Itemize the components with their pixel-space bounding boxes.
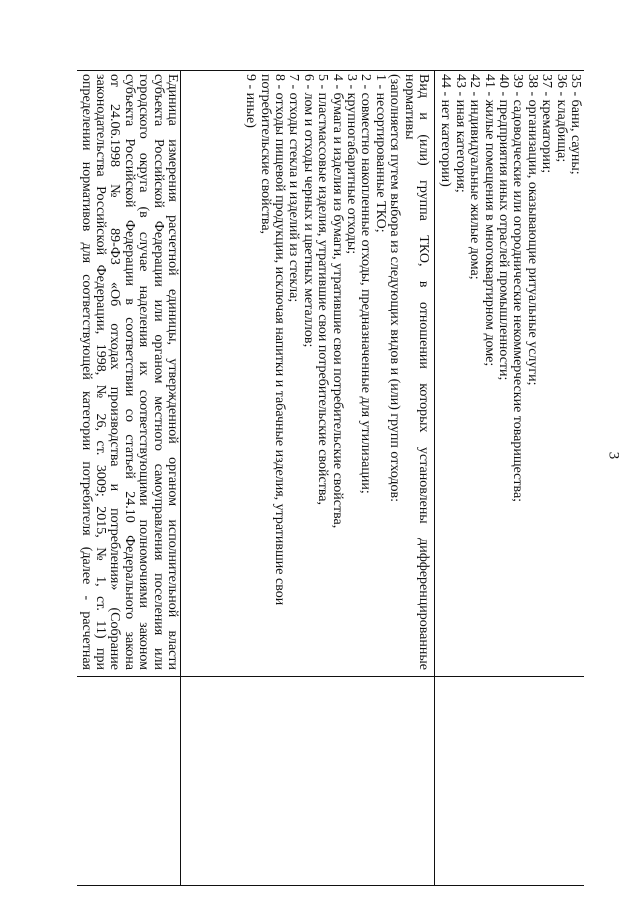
list-item: 41 - жилые помещения в многоквартирном доме;: [481, 74, 497, 367]
text-line: городского округа (в случае наделения их соответствующими полномочиями законом: [136, 74, 152, 670]
list-item: 42 - индивидуальные жилые дома;: [467, 74, 483, 280]
list-item: 38 - организации, оказывающие ритуальные услуги;: [524, 74, 540, 386]
list-item: 39 - садоводческие или огороднические некоммерческие товарищества;: [510, 74, 526, 503]
category-list-continuation: [438, 74, 582, 670]
list-item: 8 - отходы пищевой продукции, исключая напитки и табачные изделия, утратившие свои: [271, 74, 287, 606]
text-line: субъекта Российской Федерации или органом местного самоуправления поселения или: [150, 74, 166, 670]
list-item: 35 - бани, сауны;: [568, 74, 583, 175]
page-number: 3: [605, 451, 622, 460]
list-item: 9 - иные): [243, 74, 259, 128]
text-line: законодательства Российской Федерации, 1998, № 26, ст. 3009; 2015, № 1, ст. 11) при: [92, 74, 108, 670]
unit-of-measure-section: [78, 74, 179, 670]
section-intro: (заполняется путем выбора из следующих видов и (или) групп отходов:: [387, 74, 403, 503]
list-item: 2 - совместно накопленные отходы, предназначенные для утилизации;: [358, 74, 374, 494]
section-heading-cont: нормативы: [401, 74, 417, 140]
list-item: 43 - иная категория;: [452, 74, 468, 193]
text-line: определении нормативов для соответствующей категории потребителя (далее - расчетная: [78, 74, 94, 670]
table-left-border: [77, 70, 584, 71]
list-item: 6 - лом и отходы черных и цветных металлов;: [300, 74, 316, 348]
list-item: 3 - крупногабаритные отходы;: [343, 74, 359, 255]
row-divider: [180, 70, 181, 886]
list-item: 7 - отходы стекла и изделий из стекла;: [286, 74, 302, 303]
list-item: 40 - предприятия иных отраслей промышленности;: [495, 74, 511, 381]
text-line: Единица измерения расчетной единицы, утвержденной органом исполнительной власти: [165, 74, 180, 670]
list-item: 4 - бумага и изделия из бумаги, утратившие свои потребительские свойства,: [329, 74, 345, 529]
list-item: 36 - кладбища;: [553, 74, 569, 163]
text-line: от 24.06.1998 № 89-ФЗ «Об отходах производства и потребления» (Собрание: [107, 74, 123, 670]
list-item: 5 - пластмассовые изделия, утратившие свои потребительские свойства,: [315, 74, 331, 505]
rotated-table-fragment: [77, 70, 584, 886]
text-line: субъекта Российской Федерации в соответствии со статьей 24.10 Федерального закона: [121, 74, 137, 670]
column-divider: [77, 676, 584, 677]
list-item: потребительские свойства,: [257, 74, 273, 235]
waste-type-section: [243, 74, 430, 670]
list-item: 44 - нет категории): [438, 74, 454, 187]
section-heading: Вид и (или) группа ТКО, в отношении которых установлены дифференцированные: [416, 74, 431, 670]
list-item: 37 - крематории;: [539, 74, 555, 174]
table-right-border: [77, 885, 584, 886]
list-item: 1 - несортированные ТКО;: [372, 74, 388, 233]
row-divider: [434, 70, 435, 886]
